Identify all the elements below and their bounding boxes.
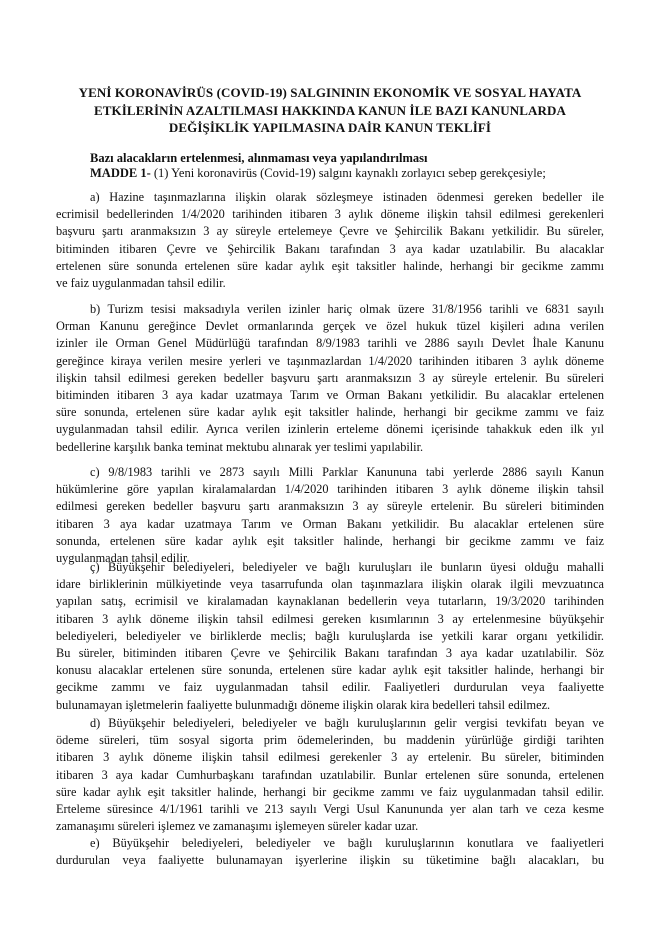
paragraph-line: ç) Büyükşehir belediyeleri, belediyeler ve bağlı kuruluşları ile bunların üyesi olduğu mahalli xyxy=(90,560,604,574)
paragraph-line: bulunamayan işletmelerin faaliyette bulunmadığı döneme ilişkin olarak kira bedelleri tahsil edilmez. xyxy=(56,697,551,712)
paragraph-line: itibaren 3 aya kadar Cumhurbaşkanı tarafından uzatılabilir. Bunlar ertelenen süre sonunda, ertelenen xyxy=(56,767,604,782)
paragraph-line: sonunda, ertelenen süre kadar aylık eşit taksitler halinde, herhangi bir gecikme zammı ve faiz xyxy=(56,533,604,548)
paragraph-line: ecrimisil bedellerinden 1/4/2020 tarihinden itibaren 3 aylık döneme ilişkin tahsil edilmesi gerekenleri xyxy=(56,207,604,222)
paragraph-line: ödeme süreleri, tüm sosyal sigorta prim ödemelerinden, bu maddenin yürürlüğe girdiği tarihten xyxy=(56,733,604,748)
paragraph-e xyxy=(56,835,604,869)
paragraph-line: ilişkin tahsil edilmesi gereken bedeller başvuru şartı aranmaksızın 3 ay süreyle ertelenir. Bu süreleri xyxy=(56,370,604,385)
paragraph-line: itibaren 3 aylık döneme ilişkin tahsil edilmesi gerekenler 3 ay ertelenir. Bu süreler, bitiminden xyxy=(56,750,604,765)
article-label: MADDE 1- xyxy=(90,166,151,180)
paragraph-line: itibaren 3 aylık döneme ilişkin tahsil edilmesi gereken kısımlarının 3 ay ertelenmesine büyükşehir xyxy=(56,611,604,626)
paragraph-line: Erteleme süresince 4/1/1961 tarihli ve 213 sayılı Vergi Usul Kanununda yer alan tarh ve ceza kesme xyxy=(56,801,604,816)
paragraph-b xyxy=(56,301,604,456)
paragraph-line: belediyeleri, belediyeler ve birliklerde meclis; bağlı kuruluşlarda ise yetkili karar organı yetkilidir. xyxy=(56,628,604,643)
paragraph-line: d) Büyükşehir belediyeleri, belediyeler ve bağlı kuruluşlarının gelir vergisi tevkifatı beyan ve xyxy=(90,716,604,730)
paragraph-line: bitiminden itibaren Çevre ve Şehircilik Bakanı tarafından 3 aya kadar uzatılabilir. Bu alacaklar xyxy=(56,241,604,256)
paragraph-line: süre kadar aylık eşit taksitler halinde, herhangi bir gecikme zammı ve faiz uygulanmadan tahsil edilir. xyxy=(56,784,604,799)
paragraph-line: c) 9/8/1983 tarihli ve 2873 sayılı Milli Parklar Kanununa tabi yerlerde 2886 sayılı Kanun xyxy=(90,465,604,479)
paragraph-line: itibaren 3 aya kadar uzatmaya Tarım ve Orman Bakanı yetkilidir. Bu alacaklar ertelenen süre xyxy=(56,516,604,531)
paragraph-line: e) Büyükşehir belediyeleri, belediyeler ve bağlı kuruluşlarının konutlara ve faaliyetleri xyxy=(90,836,604,850)
paragraph-d xyxy=(56,715,604,835)
paragraph-line: ertelenen süre sonunda ertelenen süre kadar aylık eşit taksitler halinde, herhangi bir gecikme zammı xyxy=(56,258,604,273)
paragraph-c-cedilla xyxy=(56,559,604,714)
title-line: DEĞİŞİKLİK YAPILMASINA DAİR KANUN TEKLİFİ xyxy=(168,120,492,135)
paragraph-line: uygulanmadan tahsil edilir. Ayrıca verilen izinlerin erteleme dönemi içerisinde tahakkuk eden ilk yıl xyxy=(56,422,604,437)
paragraph-line: zamanaşımı süreleri işlemez ve zamanaşımı işlemeyen süreler kadar uzar. xyxy=(56,819,419,834)
paragraph-line: edilmesi gereken bedeller başvuru şartı aranmaksızın 3 ay süreyle ertelenir. Bu süreleri bitiminden xyxy=(56,499,604,514)
paragraph-line: a) Hazine taşınmazlarına ilişkin olarak sözleşmeye istinaden ödenmesi gereken bedeller ile xyxy=(90,190,604,204)
title-line: YENİ KORONAVİRÜS (COVID-19) SALGINININ EKONOMİK VE SOSYAL HAYATA xyxy=(78,85,582,100)
paragraph-line: hükümlerine göre yapılan kiralamalardan 1/4/2020 tarihinden itibaren 3 aylık döneme ilişkin tahsil xyxy=(56,482,604,497)
paragraph-line: Orman Kanunu gereğince Devlet ormanlarında gerçek ve özel hukuk tüzel kişileri adına verilen xyxy=(56,319,604,334)
paragraph-line: gecikme zammı ve faiz uygulanmadan tahsil edilir. Faaliyetleri durdurulan veya faaliyette xyxy=(56,680,604,695)
document-title xyxy=(56,84,604,137)
paragraph-line: bitiminden itibaren 3 aya kadar uzatmaya Tarım ve Orman Bakanı yetkilidir. Bu alacaklar ertelenen xyxy=(56,387,604,402)
paragraph-a xyxy=(56,189,604,292)
paragraph-line: idare birliklerinin mülkiyetinde veya tasarrufunda olan taşınmazlara ilişkin olarak ilgili mevzuatınca xyxy=(56,577,604,592)
paragraph-c xyxy=(56,464,604,567)
paragraph-line: Bu süreler, bitiminden itibaren Çevre ve Şehircilik Bakanı tarafından 3 aya kadar uzatılabilir. Söz xyxy=(56,645,604,660)
paragraph-line: bedellerine karşılık banka teminat mektubu alınarak yer teslimi yapılabilir. xyxy=(56,439,424,454)
paragraph-line: ve faiz uygulanmadan tahsil edilir. xyxy=(56,275,226,290)
paragraph-line: b) Turizm tesisi maksadıyla verilen izinler hariç olmak üzere 31/8/1956 tarihli ve 6831 sayılı xyxy=(90,302,604,316)
article-intro xyxy=(90,166,546,181)
paragraph-line: konusu alacaklar ertelenen süre sonunda, ertelenen süre kadar aylık eşit taksitler halinde, herhangi bir xyxy=(56,663,604,678)
paragraph-line: izinler ile Orman Genel Müdürlüğü tarafından 8/9/1983 tarihli ve 2886 sayılı Devlet İhale Kanunu xyxy=(56,336,604,351)
paragraph-line: gereğince kiraya verilen mesire yerleri ve taşınmazlardan 1/4/2020 tarihinden itibaren 3 aylık döneme xyxy=(56,353,604,368)
paragraph-line: uygulanmadan tahsil edilir. xyxy=(56,550,190,565)
paragraph-line: durdurulan veya faaliyette bulunamayan işyerlerine ilişkin su tüketimine bağlı alacakları, bu xyxy=(56,853,604,868)
paragraph-line: başvuru şartı aranmaksızın 3 ay süreyle ertelemeye Çevre ve Şehircilik Bakanı yetkilidir. Bu süreler, xyxy=(56,224,604,239)
article-text: (1) Yeni koronavirüs (Covid-19) salgını kaynaklı zorlayıcı sebep gerekçesiyle; xyxy=(150,166,546,180)
title-line: ETKİLERİNİN AZALTILMASI HAKKINDA KANUN İLE BAZI KANUNLARDA xyxy=(94,102,566,118)
section-heading: Bazı alacakların ertelenmesi, alınmaması veya yapılandırılması xyxy=(90,151,428,165)
paragraph-line: süre sonunda, ertelenen süre kadar aylık eşit taksitler halinde, herhangi bir gecikme zammı ve faiz xyxy=(56,405,604,420)
paragraph-line: yapılan satış, ecrimisil ve kiralamadan kaynaklanan bedellerin veya tutarların, 19/3/2020 tarihinden xyxy=(56,594,604,609)
